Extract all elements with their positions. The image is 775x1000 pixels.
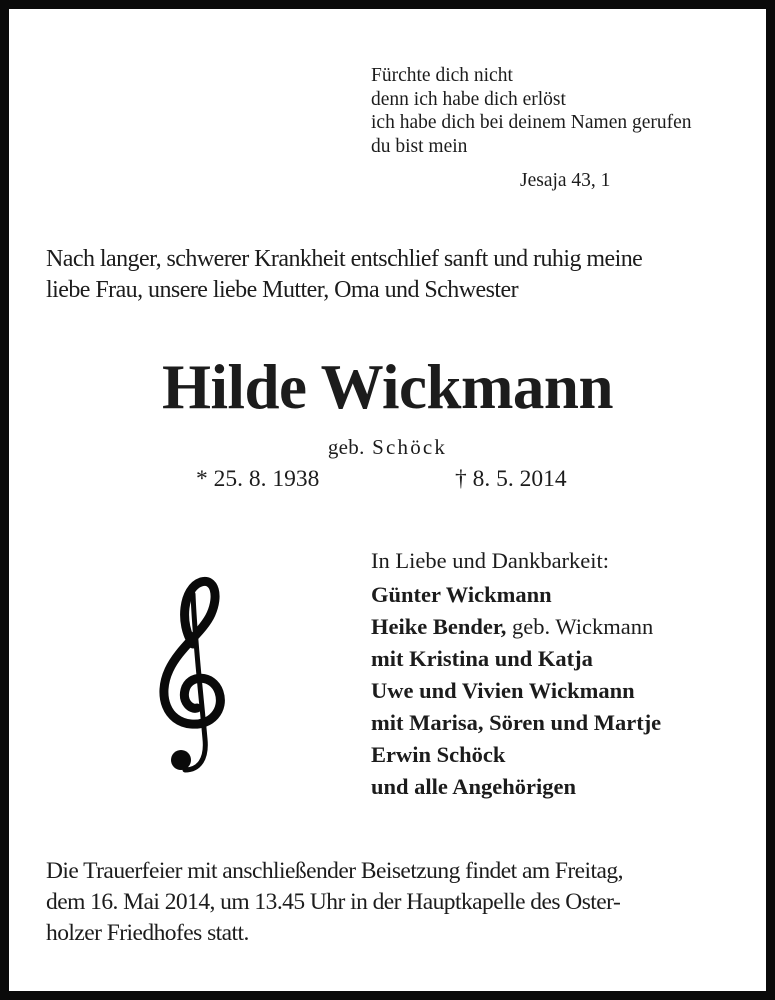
verse-line: denn ich habe dich erlöst	[371, 88, 566, 110]
member-note: geb. Wickmann	[506, 614, 654, 639]
family-member	[371, 675, 661, 707]
verse-reference: Jesaja 43, 1	[520, 170, 611, 191]
maiden-name-line	[9, 434, 766, 460]
intro-line: liebe Frau, unsere liebe Mutter, Oma und Schwester	[46, 277, 519, 303]
intro-text	[46, 244, 746, 306]
intro-line: Nach langer, schwerer Krankheit entschlief sanft und ruhig meine	[46, 246, 643, 272]
verse-line: Fürchte dich nicht	[371, 65, 513, 86]
family-member	[371, 707, 661, 739]
member-name: Günter Wickmann	[371, 582, 552, 607]
member-name: Uwe und Vivien Wickmann	[371, 678, 635, 703]
bible-verse	[371, 64, 692, 158]
birth-date: * 25. 8. 1938	[196, 466, 320, 492]
maiden-prefix: geb.	[327, 435, 365, 459]
maiden-name: Schöck	[372, 435, 448, 459]
verse-line: du bist mein	[371, 135, 468, 157]
treble-clef-icon	[149, 574, 229, 774]
family-member	[371, 771, 661, 803]
family-member	[371, 739, 661, 771]
service-line: Die Trauerfeier mit anschließender Beisetzung findet am Freitag,	[46, 858, 623, 884]
verse-line: ich habe dich bei deinem Namen gerufen	[371, 112, 692, 133]
service-line: dem 16. Mai 2014, um 13.45 Uhr in der Hauptkapelle des Oster-	[46, 889, 621, 915]
member-name: mit Marisa, Sören und Martje	[371, 710, 662, 735]
family-intro: In Liebe und Dankbarkeit:	[371, 548, 610, 573]
service-line: holzer Friedhofes statt.	[46, 920, 249, 946]
family-member	[371, 643, 661, 675]
funeral-service-info	[46, 856, 746, 949]
family-member	[371, 579, 661, 611]
member-name: Heike Bender,	[371, 614, 507, 639]
death-date: † 8. 5. 2014	[455, 466, 567, 492]
member-name: Erwin Schöck	[371, 742, 506, 767]
family-member	[371, 611, 661, 643]
deceased-name: Hilde Wickmann	[161, 352, 614, 422]
member-name: mit Kristina und Katja	[371, 646, 593, 671]
family-signature	[371, 545, 661, 803]
member-name: und alle Angehörigen	[371, 774, 577, 799]
